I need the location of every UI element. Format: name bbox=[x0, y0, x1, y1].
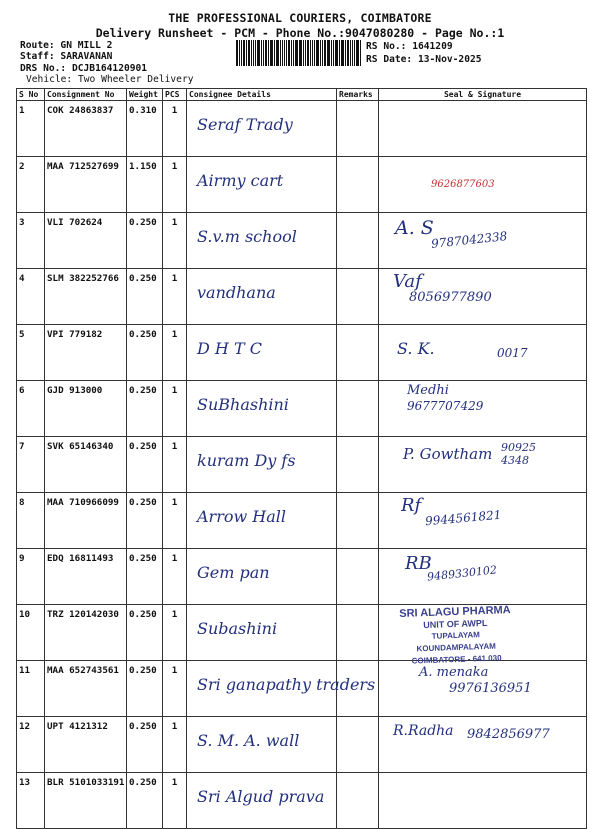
stamp-line-3: TUPALAYAM bbox=[431, 630, 480, 641]
staff-label: Staff: SARAVANAN bbox=[20, 51, 113, 62]
row-remarks bbox=[337, 101, 379, 157]
signature-scribble: Medhi bbox=[407, 383, 449, 398]
row-sno: 9 bbox=[17, 549, 45, 605]
col-consignment-header: Consignment No bbox=[45, 89, 127, 101]
table-row bbox=[17, 101, 587, 157]
row-signature bbox=[379, 549, 587, 605]
row-consignment-no: BLR 5101033191 bbox=[45, 773, 127, 829]
stamp-line-2: UNIT OF AWPL bbox=[423, 617, 488, 631]
row-sno: 5 bbox=[17, 325, 45, 381]
signature-phone: 90925 4348 bbox=[501, 441, 536, 467]
row-signature bbox=[379, 101, 587, 157]
runsheet-table bbox=[16, 88, 587, 829]
row-consignment-no: MAA 652743561 bbox=[45, 661, 127, 717]
row-sno: 4 bbox=[17, 269, 45, 325]
row-pcs: 1 bbox=[163, 605, 187, 661]
col-consignee-header: Consignee Details bbox=[187, 89, 337, 101]
stamp-line-5: COIMBATORE - 641 030 bbox=[411, 653, 502, 666]
row-signature bbox=[379, 269, 587, 325]
signature-phone: 9976136951 bbox=[449, 681, 532, 696]
barcode bbox=[236, 40, 362, 66]
row-consignment-no: SVK 65146340 bbox=[45, 437, 127, 493]
col-sno-header: S No bbox=[17, 89, 45, 101]
row-weight: 0.250 bbox=[127, 661, 163, 717]
signature-scribble: P. Gowtham bbox=[403, 445, 493, 463]
row-remarks bbox=[337, 325, 379, 381]
row-pcs: 1 bbox=[163, 157, 187, 213]
row-sno: 2 bbox=[17, 157, 45, 213]
table-row bbox=[17, 381, 587, 437]
table-row bbox=[17, 437, 587, 493]
row-consignee: vandhana bbox=[187, 269, 337, 325]
row-consignee: Arrow Hall bbox=[187, 493, 337, 549]
row-consignee: S. M. A. wall bbox=[187, 717, 337, 773]
row-consignment-no: SLM 382252766 bbox=[45, 269, 127, 325]
row-sno: 11 bbox=[17, 661, 45, 717]
row-remarks bbox=[337, 269, 379, 325]
row-signature bbox=[379, 717, 587, 773]
row-consignee: Gem pan bbox=[187, 549, 337, 605]
row-remarks bbox=[337, 605, 379, 661]
row-signature bbox=[379, 493, 587, 549]
row-sno: 3 bbox=[17, 213, 45, 269]
col-pcs-header: PCS bbox=[163, 89, 187, 101]
row-consignee: Airmy cart bbox=[187, 157, 337, 213]
document-subtitle: Delivery Runsheet - PCM - Phone No.:9047080280 - Page No.:1 bbox=[95, 26, 505, 40]
row-weight: 0.250 bbox=[127, 269, 163, 325]
signature-scribble: R.Radha bbox=[393, 723, 454, 739]
table-row bbox=[17, 269, 587, 325]
row-consignment-no: MAA 712527699 bbox=[45, 157, 127, 213]
row-consignee: D H T C bbox=[187, 325, 337, 381]
row-consignment-no: EDQ 16811493 bbox=[45, 549, 127, 605]
row-weight: 0.250 bbox=[127, 437, 163, 493]
row-weight: 1.150 bbox=[127, 157, 163, 213]
table-header-row bbox=[17, 89, 587, 101]
row-sno: 12 bbox=[17, 717, 45, 773]
row-remarks bbox=[337, 717, 379, 773]
row-consignment-no: TRZ 120142030 bbox=[45, 605, 127, 661]
stamp-line-1: SRI ALAGU PHARMA bbox=[399, 604, 511, 620]
table-row bbox=[17, 773, 587, 829]
row-signature bbox=[379, 437, 587, 493]
col-signature-header: Seal & Signature bbox=[379, 89, 587, 101]
row-consignment-no: MAA 710966099 bbox=[45, 493, 127, 549]
row-sno: 6 bbox=[17, 381, 45, 437]
table-row bbox=[17, 157, 587, 213]
row-consignee: Seraf Trady bbox=[187, 101, 337, 157]
row-weight: 0.250 bbox=[127, 325, 163, 381]
row-remarks bbox=[337, 213, 379, 269]
rs-number: RS No.: 1641209 bbox=[366, 41, 453, 52]
signature-phone: 9787042338 bbox=[430, 229, 508, 251]
signature-phone: 9677707429 bbox=[407, 399, 484, 413]
row-consignee: S.v.m school bbox=[187, 213, 337, 269]
row-signature bbox=[379, 157, 587, 213]
col-remarks-header: Remarks bbox=[337, 89, 379, 101]
row-sno: 1 bbox=[17, 101, 45, 157]
signature-phone: 9489330102 bbox=[426, 563, 498, 584]
row-remarks bbox=[337, 437, 379, 493]
row-pcs: 1 bbox=[163, 773, 187, 829]
signature-phone: 0017 bbox=[497, 346, 528, 360]
row-pcs: 1 bbox=[163, 661, 187, 717]
row-signature bbox=[379, 381, 587, 437]
row-weight: 0.250 bbox=[127, 773, 163, 829]
row-pcs: 1 bbox=[163, 101, 187, 157]
row-weight: 0.250 bbox=[127, 213, 163, 269]
row-consignee: kuram Dy fs bbox=[187, 437, 337, 493]
signature-scribble: Vaf bbox=[393, 271, 422, 292]
row-pcs: 1 bbox=[163, 269, 187, 325]
table-row bbox=[17, 549, 587, 605]
row-pcs: 1 bbox=[163, 437, 187, 493]
row-consignment-no: VLI 702624 bbox=[45, 213, 127, 269]
signature-scribble: S. K. bbox=[397, 339, 435, 358]
signature-phone: 9842856977 bbox=[467, 727, 550, 742]
row-consignment-no: UPT 4121312 bbox=[45, 717, 127, 773]
row-remarks bbox=[337, 157, 379, 213]
table-row bbox=[17, 717, 587, 773]
row-pcs: 1 bbox=[163, 493, 187, 549]
row-consignee: SuBhashini bbox=[187, 381, 337, 437]
row-consignment-no: GJD 913000 bbox=[45, 381, 127, 437]
table-row bbox=[17, 493, 587, 549]
row-remarks bbox=[337, 549, 379, 605]
signature-scribble: Rf bbox=[401, 495, 422, 516]
row-weight: 0.250 bbox=[127, 493, 163, 549]
row-weight: 0.250 bbox=[127, 605, 163, 661]
row-consignment-no: COK 24863837 bbox=[45, 101, 127, 157]
company-stamp bbox=[375, 603, 537, 681]
table-row bbox=[17, 325, 587, 381]
row-pcs: 1 bbox=[163, 549, 187, 605]
row-signature bbox=[379, 213, 587, 269]
col-weight-header: Weight bbox=[127, 89, 163, 101]
document-title: THE PROFESSIONAL COURIERS, COIMBATORE bbox=[168, 11, 432, 25]
row-pcs: 1 bbox=[163, 717, 187, 773]
row-consignee: Subashini bbox=[187, 605, 337, 661]
signature-phone: 9626877603 bbox=[431, 179, 495, 190]
row-weight: 0.250 bbox=[127, 549, 163, 605]
table-row bbox=[17, 213, 587, 269]
row-pcs: 1 bbox=[163, 213, 187, 269]
rs-date: RS Date: 13-Nov-2025 bbox=[366, 54, 482, 65]
signature-phone: 8056977890 bbox=[409, 290, 492, 305]
row-sno: 13 bbox=[17, 773, 45, 829]
row-sno: 10 bbox=[17, 605, 45, 661]
row-signature bbox=[379, 773, 587, 829]
row-weight: 0.250 bbox=[127, 717, 163, 773]
row-signature bbox=[379, 325, 587, 381]
row-consignment-no: VPI 779182 bbox=[45, 325, 127, 381]
row-consignee: Sri ganapathy traders bbox=[187, 661, 337, 717]
signature-scribble: A. S bbox=[395, 217, 434, 239]
row-pcs: 1 bbox=[163, 325, 187, 381]
stamp-line-4: KOUNDAMPALAYAM bbox=[416, 641, 496, 654]
row-pcs: 1 bbox=[163, 381, 187, 437]
row-consignee: Sri Algud prava bbox=[187, 773, 337, 829]
signature-scribble: RB bbox=[405, 553, 432, 574]
row-remarks bbox=[337, 493, 379, 549]
row-weight: 0.310 bbox=[127, 101, 163, 157]
row-remarks bbox=[337, 773, 379, 829]
drs-label: DRS No.: DCJB164120901 bbox=[20, 63, 148, 74]
row-sno: 8 bbox=[17, 493, 45, 549]
signature-scribble: A. menaka bbox=[419, 665, 489, 680]
row-sno: 7 bbox=[17, 437, 45, 493]
signature-phone: 9944561821 bbox=[424, 507, 502, 529]
route-label: Route: GN MILL 2 bbox=[20, 40, 113, 51]
vehicle-label: Vehicle: Two Wheeler Delivery bbox=[26, 74, 194, 85]
row-weight: 0.250 bbox=[127, 381, 163, 437]
row-remarks bbox=[337, 381, 379, 437]
